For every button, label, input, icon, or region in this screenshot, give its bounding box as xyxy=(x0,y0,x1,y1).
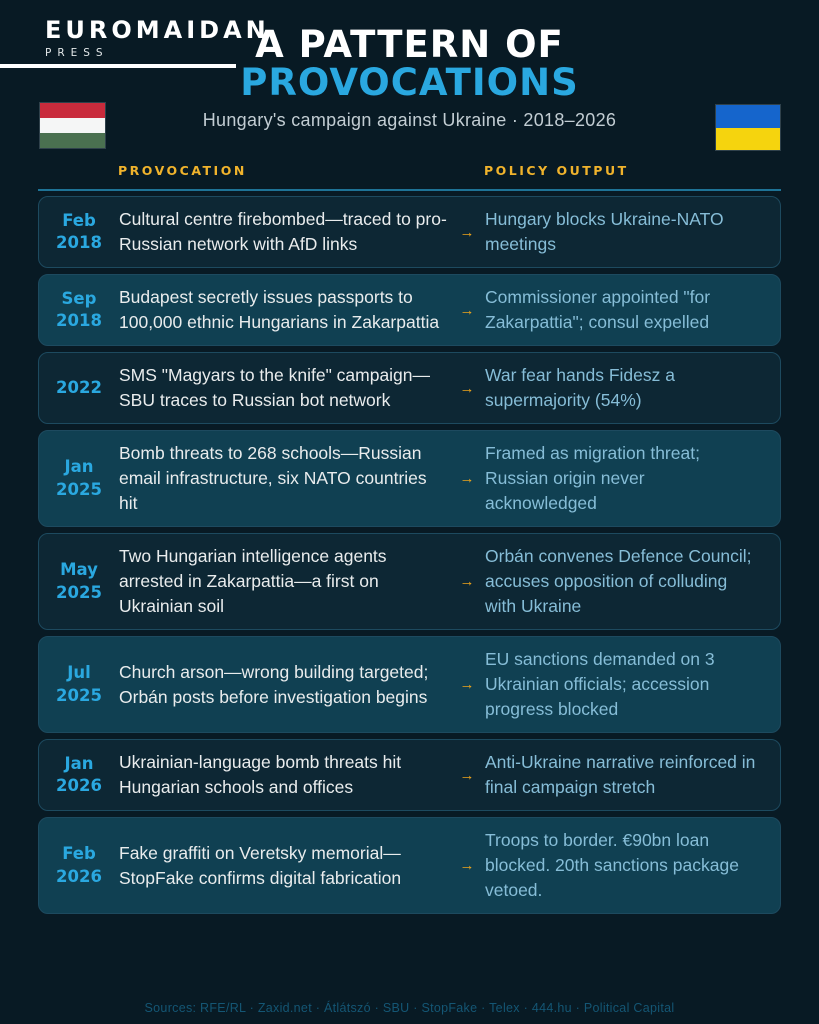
row-policy: Anti-Ukraine narrative reinforced in final campaign stretch xyxy=(485,752,756,797)
brand-name: EUROMAIDAN xyxy=(45,16,270,44)
row-policy: EU sanctions demanded on 3 Ukrainian officials; accession progress blocked xyxy=(485,649,715,719)
row-provocation: Budapest secretly issues passports to 100,000 ethnic Hungarians in Zakarpattia xyxy=(119,287,440,332)
column-header-policy: POLICY OUTPUT xyxy=(484,163,629,178)
row-provocation: Ukrainian-language bomb threats hit Hungarian schools and offices xyxy=(119,752,402,797)
row-policy: Orbán convenes Defence Council; accuses opposition of colluding with Ukraine xyxy=(485,546,752,616)
arrow-right-icon: → xyxy=(459,676,475,693)
row-date: Jan 2025 xyxy=(56,457,102,499)
page-title-line1: A PATTERN OF xyxy=(255,23,564,66)
arrow-right-icon: → xyxy=(459,470,475,487)
table-row xyxy=(38,739,781,811)
hungary-flag-stripe xyxy=(40,118,105,133)
row-policy: Framed as migration threat; Russian origin never acknowledged xyxy=(485,443,700,513)
row-policy: War fear hands Fidesz a supermajority (54%) xyxy=(485,365,675,410)
page-title xyxy=(0,23,819,104)
arrow-right-icon: → xyxy=(459,573,475,590)
table-header xyxy=(38,163,781,191)
row-policy: Troops to border. €90bn loan blocked. 20th sanctions package vetoed. xyxy=(485,830,739,900)
ukraine-flag-stripe xyxy=(716,105,780,128)
table-row xyxy=(38,533,781,630)
row-provocation: Fake graffiti on Veretsky memorial—StopFake confirms digital fabrication xyxy=(119,842,402,888)
arrow-right-icon: → xyxy=(459,223,475,241)
table-row xyxy=(38,196,781,268)
table-row xyxy=(38,817,781,914)
row-date: Sep 2018 xyxy=(56,288,102,330)
table-row xyxy=(38,274,781,346)
brand-subname: PRESS xyxy=(45,47,109,59)
row-provocation: Two Hungarian intelligence agents arrested in Zakarpattia—a first on Ukrainian soil xyxy=(119,546,387,616)
sources-line: Sources: RFE/RL · Zaxid.net · Átlátszó · SBU · StopFake · Telex · 444.hu · Political Capital xyxy=(144,1001,675,1015)
row-provocation: Cultural centre firebombed—traced to pro-Russian network with AfD links xyxy=(119,209,447,254)
row-policy: Commissioner appointed "for Zakarpattia"; consul expelled xyxy=(485,287,711,332)
column-header-provocation: PROVOCATION xyxy=(118,163,247,178)
timeline-table xyxy=(38,196,781,920)
row-policy: Hungary blocks Ukraine-NATO meetings xyxy=(485,209,724,254)
row-date: Feb 2026 xyxy=(56,844,102,886)
arrow-right-icon: → xyxy=(459,857,475,874)
ukraine-flag-icon xyxy=(716,105,780,150)
hungary-flag-stripe xyxy=(40,133,105,148)
row-provocation: Church arson—wrong building targeted; Orbán posts before investigation begins xyxy=(119,661,429,707)
hungary-flag-icon xyxy=(40,103,105,148)
arrow-right-icon: → xyxy=(459,379,475,397)
arrow-right-icon: → xyxy=(459,766,475,784)
arrow-right-icon: → xyxy=(459,301,475,319)
row-provocation: Bomb threats to 268 schools—Russian email infrastructure, six NATO countries hit xyxy=(119,443,427,513)
row-date: Jan 2026 xyxy=(56,753,102,795)
row-date: Feb 2018 xyxy=(56,210,102,252)
table-row xyxy=(38,352,781,424)
table-row xyxy=(38,636,781,733)
page-title-line2: PROVOCATIONS xyxy=(240,60,579,104)
hungary-flag-stripe xyxy=(40,103,105,118)
row-date: May 2025 xyxy=(56,560,102,602)
ukraine-flag-stripe xyxy=(716,128,780,151)
row-date: Jul 2025 xyxy=(56,663,102,705)
row-date: 2022 xyxy=(56,377,102,397)
page-subtitle: Hungary's campaign against Ukraine · 2018–2026 xyxy=(202,110,617,130)
table-row xyxy=(38,430,781,527)
row-provocation: SMS "Magyars to the knife" campaign—SBU traces to Russian bot network xyxy=(119,365,431,410)
